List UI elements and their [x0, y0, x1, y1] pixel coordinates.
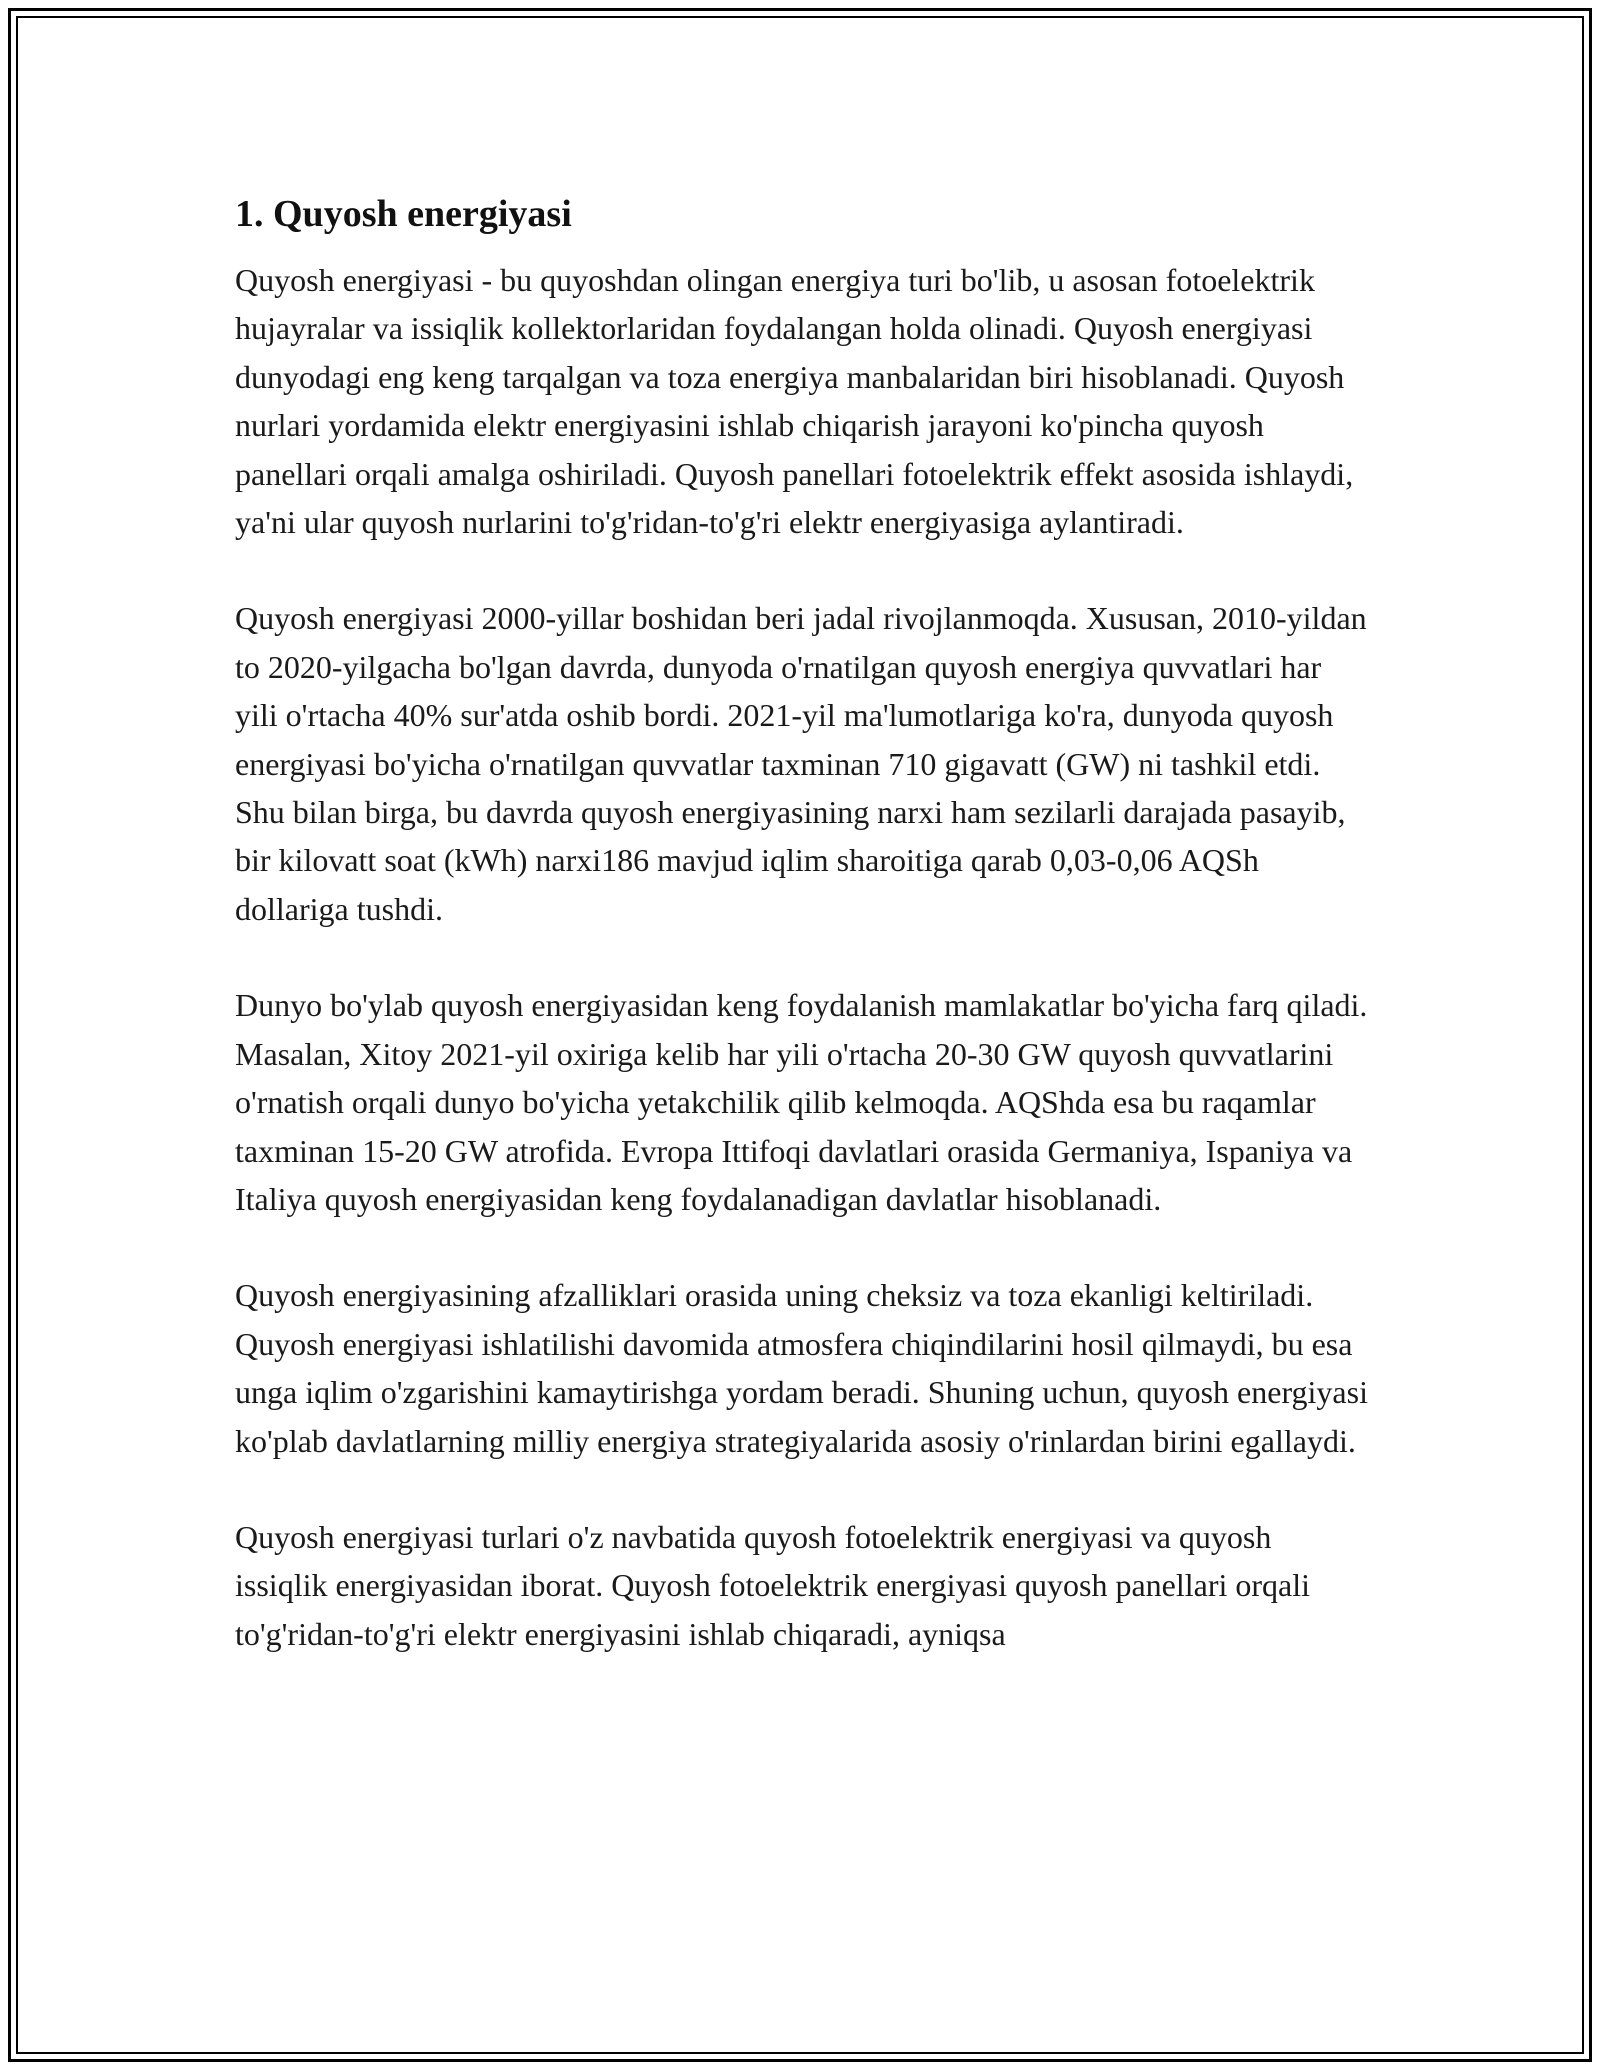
paragraph-countries: Dunyo bo'ylab quyosh energiyasidan keng foydalanish mamlakatlar bo'yicha farq qiladi. Masalan, Xitoy 2021-yil oxiriga kelib har yili o'rtacha 20-30 GW quyosh quvvatlarini o'rnatish orqali dunyo bo'yicha yetakchilik qilib kelmoqda. AQShda esa bu raqamlar taxminan 15-20 GW atrofida. Evropa Ittifoqi davlatlari orasida Germaniya, Ispaniya va Italiya quyosh energiyasidan keng foydalanadigan davlatlar hisoblanadi.: [235, 987, 1368, 1217]
paragraph-advantages: Quyosh energiyasining afzalliklari orasida uning cheksiz va toza ekanligi keltiriladi. Quyosh energiyasi ishlatilishi davomida atmosfera chiqindilarini hosil qilmaydi, bu esa unga iqlim o'zgarishini kamaytirishga yordam beradi. Shuning uchun, quyosh energiyasi ko'plab davlatlarning milliy energiya strategiyalarida asosiy o'rinlardan birini egallaydi.: [235, 1277, 1368, 1459]
paragraph-intro: Quyosh energiyasi - bu quyoshdan olingan energiya turi bo'lib, u asosan fotoelektrik hujayralar va issiqlik kollektorlaridan foydalangan holda olinadi. Quyosh energiyasi dunyodagi eng keng tarqalgan va toza energiya manbalaridan biri hisoblanadi. Quyosh nurlari yordamida elektr energiyasini ishlab chiqarish jarayoni ko'pincha quyosh panellari orqali amalga oshiriladi. Quyosh panellari fotoelektrik effekt asosida ishlaydi, ya'ni ular quyosh nurlarini to'g'ridan-to'g'ri elektr energiyasiga aylantiradi.: [235, 262, 1354, 541]
section-heading: 1. Quyosh energiyasi: [235, 193, 572, 235]
paragraph-growth: Quyosh energiyasi 2000-yillar boshidan beri jadal rivojlanmoqda. Xususan, 2010-yildan to 2020-yilgacha bo'lgan davrda, dunyoda o'rnatilgan quyosh energiya quvvatlari har yili o'rtacha 40% sur'atda oshib bordi. 2021-yil ma'lumotlariga ko'ra, dunyoda quyosh energiyasi bo'yicha o'rnatilgan quvvatlar taxminan 710 gigavatt (GW) ni tashkil etdi. Shu bilan birga, bu davrda quyosh energiyasining narxi ham sezilarli darajada pasayib, bir kilovatt soat (kWh) narxi186 mavjud iqlim sharoitiga qarab 0,03-0,06 AQSh dollariga tushdi.: [235, 600, 1367, 927]
paragraph-types: Quyosh energiyasi turlari o'z navbatida quyosh fotoelektrik energiyasi va quyosh issiqlik energiyasidan iborat. Quyosh fotoelektrik energiyasi quyosh panellari orqali to'g'ridan-to'g'ri elektr energiyasini ishlab chiqaradi, ayniqsa: [235, 1518, 1311, 1652]
document-body: [235, 188, 1370, 1658]
